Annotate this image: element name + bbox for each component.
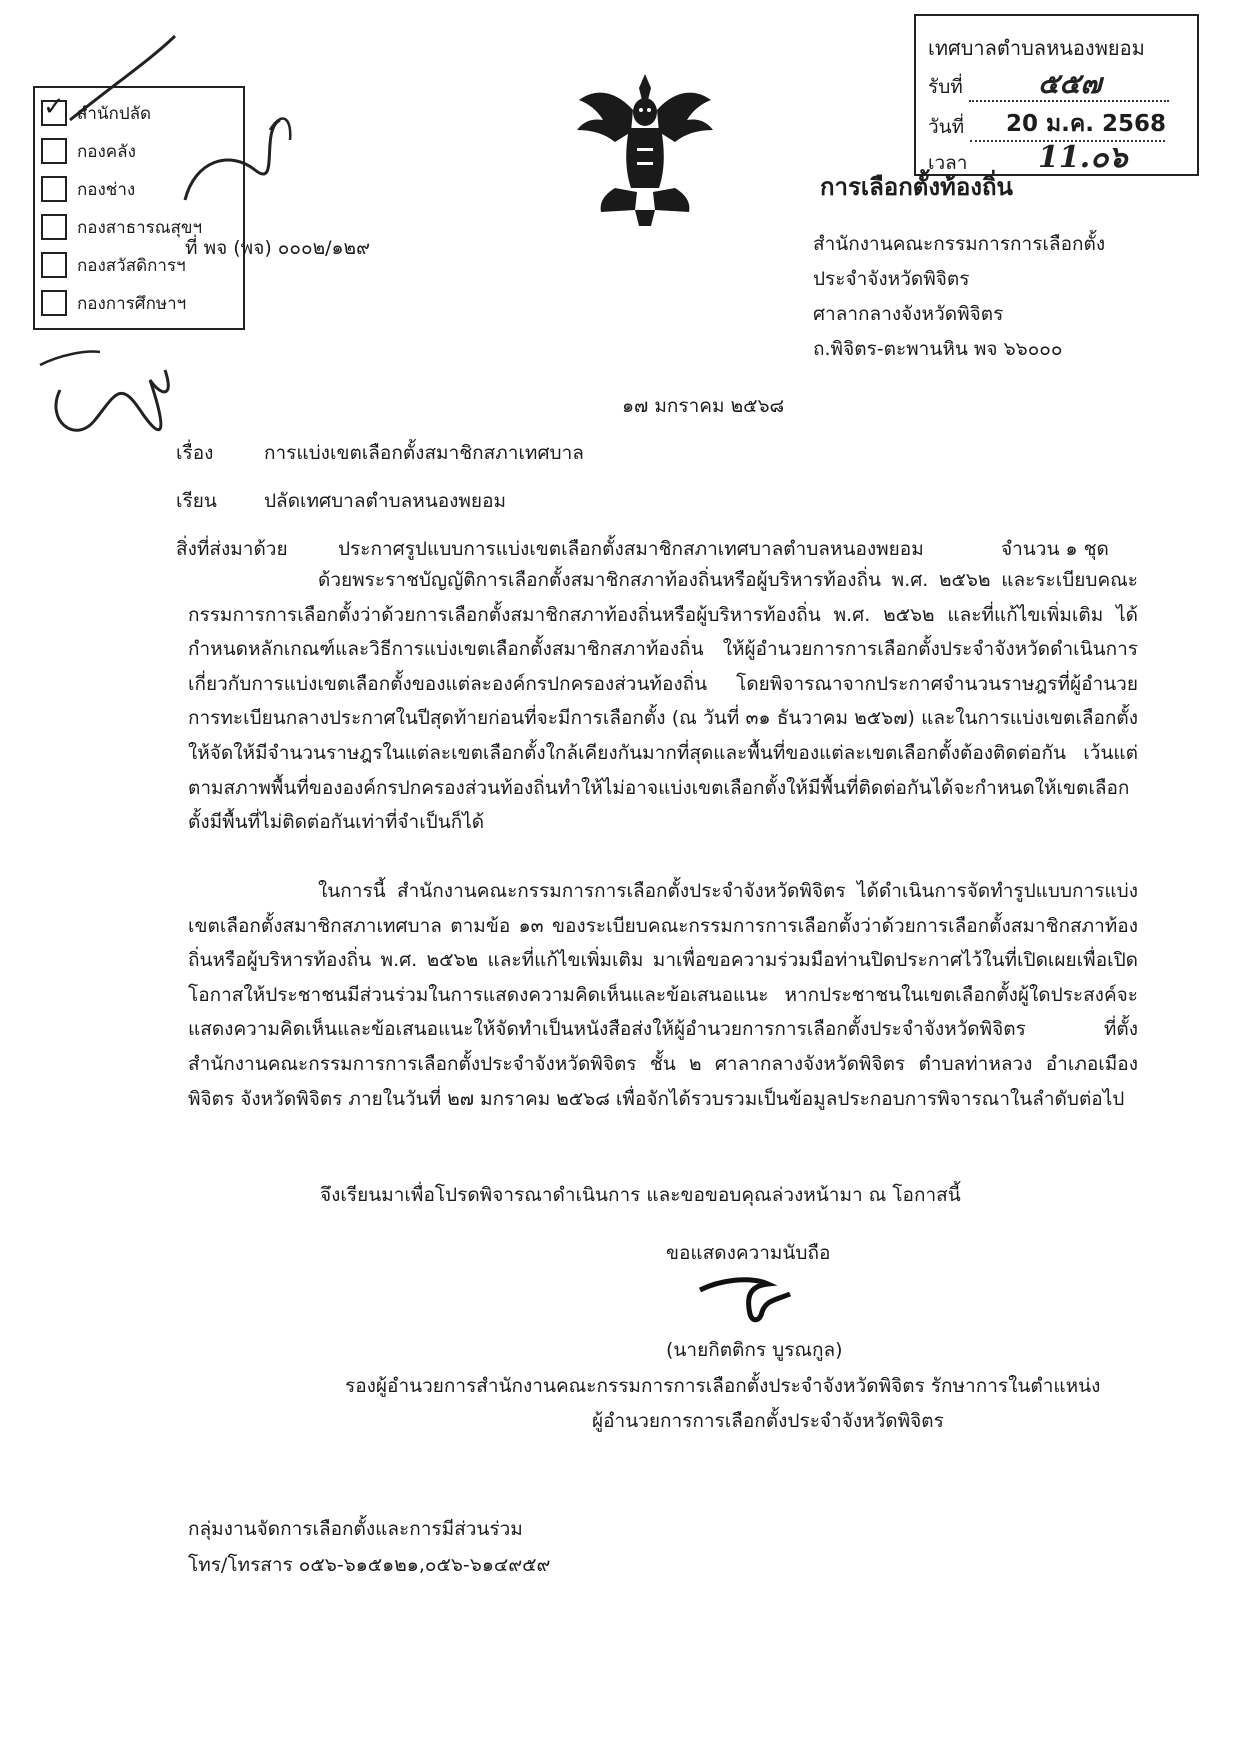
- subject-label: เรื่อง: [176, 442, 214, 464]
- routing-item-label: กองสาธารณสุขฯ: [77, 218, 203, 238]
- recipient-text: ปลัดเทศบาลตำบลหนองพยอม: [264, 490, 506, 512]
- document-number: ที่ พจ (พจ) ๐๐๐๒/๑๒๙: [185, 237, 370, 259]
- receipt-number-label: รับที่: [928, 76, 963, 98]
- body-paragraph-2: ในการนี้ สำนักงานคณะกรรมการการเลือกตั้งประจำจังหวัดพิจิตร ได้ดำเนินการจัดทำรูปแบบการแบ่งเขตเลือกตั้งสมาชิกสภาเทศบาล ตามข้อ ๑๓ ของระเบียบคณะกรรมการการเลือกตั้งว่าด้วยการเลือกตั้งสมาชิกสภาท้องถิ่นหรือผู้บริหารท้องถิ่น พ.ศ. ๒๕๖๒ และที่แก้ไขเพิ่มเติม มาเพื่อขอความร่วมมือท่านปิดประกาศไว้ในที่เปิดเผยเพื่อเปิดโอกาสให้ประชาชนมีส่วนร่วมในการแสดงความคิดเห็นและข้อเสนอแนะ หากประชาชนในเขตเลือกตั้งผู้ใดประสงค์จะแสดงความคิดเห็นและข้อเสนอแนะให้จัดทำเป็นหนังสือส่งให้ผู้อำนวยการการเลือกตั้งประจำจังหวัดพิจิตร ที่ตั้ง สำนักงานคณะกรรมการการเลือกตั้งประจำจังหวัดพิจิตร ชั้น ๒ ศาลากลางจังหวัดพิจิตร ตำบลท่าหลวง อำเภอเมืองพิจิตร จังหวัดพิจิตร ภายในวันที่ ๒๗ มกราคม ๒๕๖๘ เพื่อจักได้รวบรวมเป็นข้อมูลประกอบการพิจารณาในลำดับต่อไป: [188, 880, 1138, 1110]
- routing-item: [41, 136, 241, 166]
- recipient-label: เรียน: [176, 490, 217, 512]
- receipt-date-label: วันที่: [928, 116, 965, 138]
- footer-department: กลุ่มงานจัดการเลือกตั้งและการมีส่วนร่วม: [188, 1518, 523, 1540]
- sender-line: ศาลากลางจังหวัดพิจิตร: [813, 303, 1004, 325]
- classification-label: การเลือกตั้งท้องถิ่น: [820, 173, 1013, 201]
- closing-sentence: จึงเรียนมาเพื่อโปรดพิจารณาดำเนินการ และขอขอบคุณล่วงหน้ามา ณ โอกาสนี้: [320, 1184, 961, 1206]
- signatory-position-acting: ผู้อำนวยการการเลือกตั้งประจำจังหวัดพิจิตร: [592, 1410, 944, 1432]
- routing-item-label: กองการศึกษาฯ: [77, 294, 187, 314]
- sender-line: สำนักงานคณะกรรมการการเลือกตั้ง: [813, 233, 1106, 255]
- checkbox: [41, 138, 67, 164]
- check-mark-icon: ✓: [43, 92, 65, 122]
- signatory-name: (นายกิตติกร บูรณกูล): [666, 1339, 843, 1361]
- routing-item: [41, 92, 241, 128]
- receipt-org: เทศบาลตำบลหนองพยอม: [928, 36, 1145, 60]
- routing-item: [41, 288, 241, 318]
- enclosure-text: ประกาศรูปแบบการแบ่งเขตเลือกตั้งสมาชิกสภาเทศบาลตำบลหนองพยอม: [338, 538, 924, 560]
- signatory-position: รองผู้อำนวยการสำนักงานคณะกรรมการการเลือกตั้งประจำจังหวัดพิจิตร รักษาการในตำแหน่ง: [345, 1375, 1101, 1397]
- receipt-time: 11.๐๖: [1038, 140, 1128, 175]
- enclosure-quantity: จำนวน ๑ ชุด: [1001, 538, 1109, 560]
- receipt-date: 20 ม.ค. 2568: [1006, 111, 1167, 137]
- signature-mark: [680, 1270, 810, 1340]
- routing-stamp: [33, 86, 245, 330]
- sender-line: ถ.พิจิตร-ตะพานหิน พจ ๖๖๐๐๐: [813, 338, 1063, 360]
- subject-text: การแบ่งเขตเลือกตั้งสมาชิกสภาเทศบาล: [264, 442, 584, 464]
- routing-item: [41, 174, 241, 204]
- routing-item-label: สำนักปลัด: [77, 104, 152, 124]
- routing-item-label: กองสวัสดิการฯ: [77, 256, 186, 276]
- receipt-number-row: [928, 67, 1169, 102]
- document-date: ๑๗ มกราคม ๒๕๖๘: [622, 395, 785, 417]
- footer-contact: โทร/โทรสาร ๐๕๖-๖๑๕๑๒๑,๐๕๖-๖๑๔๙๕๙: [188, 1554, 551, 1576]
- receipt-number: ๕๕๗: [1038, 67, 1102, 100]
- salutation: ขอแสดงความนับถือ: [666, 1242, 831, 1264]
- checkbox: [41, 214, 67, 240]
- checkbox: [41, 290, 67, 316]
- checkbox: [41, 176, 67, 202]
- routing-item-label: กองคลัง: [77, 142, 136, 162]
- garuda-emblem-icon: [575, 70, 715, 230]
- checkbox: [41, 252, 67, 278]
- body-paragraph-1: ด้วยพระราชบัญญัติการเลือกตั้งสมาชิกสภาท้องถิ่นหรือผู้บริหารท้องถิ่น พ.ศ. ๒๕๖๒ และระเบียบคณะกรรมการการเลือกตั้งว่าด้วยการเลือกตั้งสมาชิกสภาท้องถิ่นหรือผู้บริหารท้องถิ่น พ.ศ. ๒๕๖๒ และที่แก้ไขเพิ่มเติม ได้กำหนดหลักเกณฑ์และวิธีการแบ่งเขตเลือกตั้งสมาชิกสภาท้องถิ่น ให้ผู้อำนวยการการเลือกตั้งประจำจังหวัดดำเนินการเกี่ยวกับการแบ่งเขตเลือกตั้งของแต่ละองค์กรปกครองส่วนท้องถิ่น โดยพิจารณาจากประกาศจำนวนราษฎรที่ผู้อำนวยการทะเบียนกลางประกาศในปีสุดท้ายก่อนที่จะมีการเลือกตั้ง (ณ วันที่ ๓๑ ธันวาคม ๒๕๖๗) และในการแบ่งเขตเลือกตั้งให้จัดให้มีจำนวนราษฎรในแต่ละเขตเลือกตั้งใกล้เคียงกันมากที่สุดและพื้นที่ของแต่ละเขตเลือกตั้งต้องติดต่อกัน เว้นแต่ตามสภาพพื้นที่ขององค์กรปกครองส่วนท้องถิ่นทำให้ไม่อาจแบ่งเขตเลือกตั้งให้มีพื้นที่ติดต่อกันได้จะกำหนดให้เขตเลือกตั้งมีพื้นที่ไม่ติดต่อกันเท่าที่จำเป็นก็ได้: [188, 569, 1138, 834]
- sender-line: ประจำจังหวัดพิจิตร: [813, 268, 970, 290]
- receipt-stamp: [914, 14, 1199, 176]
- receipt-time-label: เวลา: [928, 152, 968, 174]
- enclosure-label: สิ่งที่ส่งมาด้วย: [176, 538, 288, 560]
- routing-item-label: กองช่าง: [77, 180, 136, 200]
